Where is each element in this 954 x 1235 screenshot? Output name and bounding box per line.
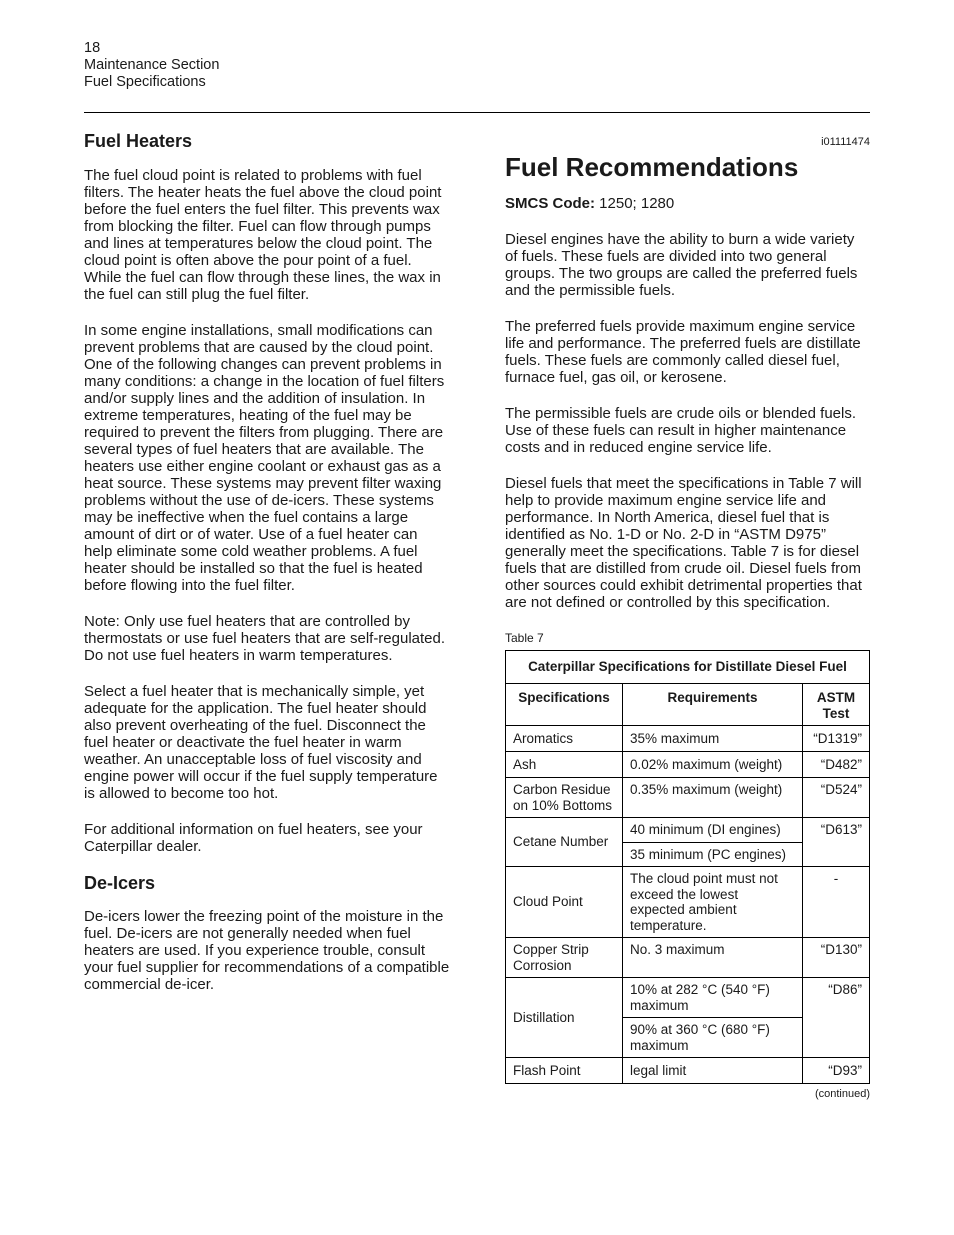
requirement-cell: 0.35% maximum (weight) <box>623 778 803 818</box>
fuel-heaters-paragraph-5: For additional information on fuel heaters, see your Caterpillar dealer. <box>84 821 423 855</box>
spec-cell: Distillation <box>506 978 623 1058</box>
fuel-heaters-paragraph-1: The fuel cloud point is related to problems with fuel filters. The heater heats the fuel above the cloud point before the fuel enters the fuel filter. This prevents wax from blocking the filter. Fuel can flow through pumps and lines at temperatures below the cloud point. The cloud point is often above the pour point of a fuel. While the fuel can flow through these lines, the wax in the fuel can still plug the fuel filter. <box>84 167 442 303</box>
spec-cell: Aromatics <box>506 726 623 752</box>
recommendations-paragraph-2: The preferred fuels provide maximum engine service life and performance. The preferred fuels are distillate fuels. These fuels are commonly called diesel fuel, furnace fuel, gas oil, or kerosene. <box>505 318 861 386</box>
requirement-cell: 10% at 282 °C (540 °F) maximum <box>623 978 803 1018</box>
left-column <box>84 130 450 993</box>
table-header-row <box>506 684 870 726</box>
fuel-spec-table <box>505 650 870 1084</box>
astm-cell: “D86” <box>803 978 870 1058</box>
table-row <box>506 867 870 938</box>
spec-cell: Ash <box>506 752 623 778</box>
spec-cell: Copper Strip Corrosion <box>506 938 623 978</box>
table-row <box>506 778 870 818</box>
right-column <box>505 130 870 1103</box>
requirement-cell: The cloud point must not exceed the lowest expected ambient temperature. <box>623 867 803 938</box>
spec-cell: Cetane Number <box>506 818 623 867</box>
fuel-heaters-paragraph-4: Select a fuel heater that is mechanically simple, yet adequate for the application. The fuel heater should also prevent overheating of the fuel. Disconnect the fuel heater or deactivate the fuel heater in warm weather. An unacceptable loss of fuel viscosity and engine power will occur if the fuel supply temperature is allowed to become too hot. <box>84 683 438 802</box>
table-caption: Table 7 <box>505 631 544 645</box>
recommendations-paragraph-3: The permissible fuels are crude oils or blended fuels. Use of these fuels can result in higher maintenance costs and in reduced engine service life. <box>505 405 857 456</box>
requirement-cell: 90% at 360 °C (680 °F) maximum <box>623 1018 803 1058</box>
fuel-heaters-paragraph-2: In some engine installations, small modifications can prevent problems that are caused by the cloud point. One of the following changes can prevent problems in many conditions: a change in the location of fuel filters and/or supply lines and the addition of insulation. In extreme temperatures, heating of the fuel may be required to prevent the filters from plugging. There are several types of fuel heaters that are available. The heaters use either engine coolant or exhaust gas as a heat source. These systems may prevent filter waxing problems without the use of de-icers. These systems may be ineffective when the fuel contains a large amount of dirt or of water. Use of a fuel heater can help eliminate some cold weather problems. A fuel heater should be installed so that the fuel is heated before flowing into the fuel filter. <box>84 322 445 594</box>
requirement-cell: 35 minimum (PC engines) <box>623 842 803 867</box>
header-rule <box>84 112 870 113</box>
fuel-heaters-note <box>84 613 450 664</box>
test-label: Test <box>822 705 850 721</box>
astm-cell: “D613” <box>803 818 870 867</box>
page-header <box>84 40 219 91</box>
astm-cell: “D130” <box>803 938 870 978</box>
spec-cell: Carbon Residue on 10% Bottoms <box>506 778 623 818</box>
requirement-cell: 0.02% maximum (weight) <box>623 752 803 778</box>
note-text: Only use fuel heaters that are controlled by thermostats or use fuel heaters that are self-regulated. Do not use fuel heaters in warm temperatures. <box>84 613 446 664</box>
table-title-row <box>506 651 870 684</box>
astm-cell: “D1319” <box>803 726 870 752</box>
spec-cell: Cloud Point <box>506 867 623 938</box>
page-number: 18 <box>84 40 101 56</box>
table-row <box>506 978 870 1018</box>
astm-cell: “D93” <box>803 1058 870 1084</box>
de-icers-paragraph: De-icers lower the freezing point of the moisture in the fuel. De-icers are not generally needed when fuel heaters are used. If you experience trouble, consult your fuel supplier for recommendations of a compatible commercial de-icer. <box>84 908 450 993</box>
de-icers-heading: De-Icers <box>84 873 156 893</box>
table-row <box>506 752 870 778</box>
smcs-code <box>505 195 870 212</box>
table-row <box>506 938 870 978</box>
spec-cell: Flash Point <box>506 1058 623 1084</box>
requirement-cell: legal limit <box>623 1058 803 1084</box>
astm-cell: “D524” <box>803 778 870 818</box>
table-row <box>506 726 870 752</box>
col-header-astm <box>803 684 870 726</box>
smcs-label: SMCS Code: <box>505 195 595 212</box>
table-row <box>506 818 870 843</box>
col-header-specifications: Specifications <box>506 684 623 726</box>
recommendations-paragraph-1: Diesel engines have the ability to burn a wide variety of fuels. These fuels are divided into two general groups. The two groups are called the preferred fuels and the permissible fuels. <box>505 231 858 299</box>
document-id: i01111474 <box>821 136 870 148</box>
requirement-cell: No. 3 maximum <box>623 938 803 978</box>
astm-label: ASTM <box>816 690 856 705</box>
note-label: Note: <box>84 613 120 630</box>
smcs-value: 1250; 1280 <box>595 195 675 212</box>
requirement-cell: 35% maximum <box>623 726 803 752</box>
subsection-name: Fuel Specifications <box>84 74 206 90</box>
requirement-cell: 40 minimum (DI engines) <box>623 818 803 843</box>
table-continued-note: (continued) <box>814 1088 870 1100</box>
recommendations-paragraph-4: Diesel fuels that meet the specifications in Table 7 will help to provide maximum engine service life and performance. In North America, diesel fuel that is identified as No. 1-D or No. 2-D in “ASTM D975” generally meet the specifications. Table 7 is for diesel fuels that are distilled from crude oil. Diesel fuels from other sources could exhibit detrimental properties that are not defined or controlled by this specification. <box>505 475 862 611</box>
fuel-recommendations-heading: Fuel Recommendations <box>505 152 799 182</box>
section-name: Maintenance Section <box>84 57 220 73</box>
astm-cell: “D482” <box>803 752 870 778</box>
table-title: Caterpillar Specifications for Distillate Diesel Fuel <box>506 651 870 684</box>
col-header-requirements: Requirements <box>623 684 803 726</box>
fuel-heaters-heading: Fuel Heaters <box>84 131 193 151</box>
astm-cell: - <box>803 867 870 938</box>
table-row <box>506 1058 870 1084</box>
